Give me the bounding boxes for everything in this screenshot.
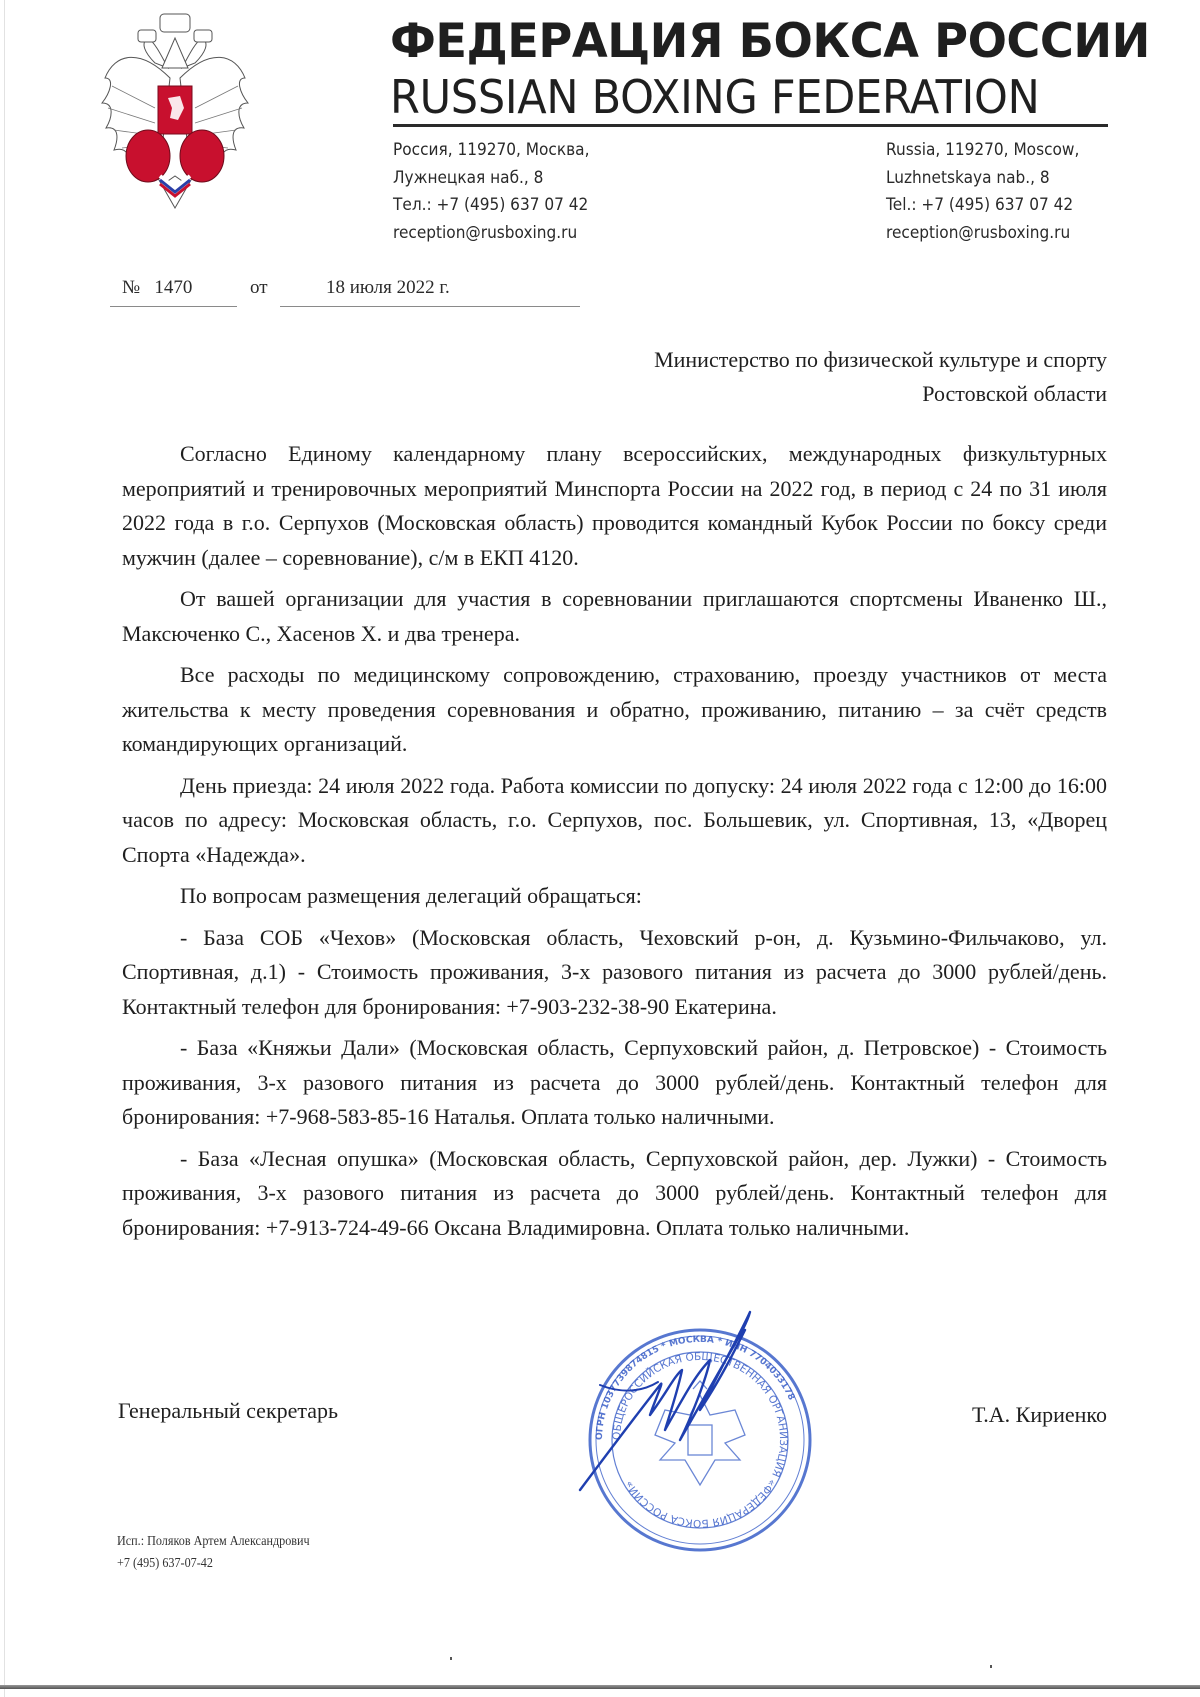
accommodation-item: - База «Лесная опушка» (Московская область, Серпуховской район, дер. Лужки) - Стоимость проживания, 3-х разового питания из расчета до 3000 рублей/день. Контактный телефон для бронирования: +7-913-724-49-66 Оксана Владимировна. Оплата только наличными.	[122, 1145, 1107, 1240]
number-value: 1470	[154, 277, 193, 298]
scan-edge	[4, 0, 5, 1697]
address-block-ru	[393, 136, 604, 246]
address-en-email: reception@rusboxing.ru	[886, 222, 1071, 242]
number-label: №	[122, 277, 141, 298]
stamp-outer-text: ОГРН 1037739874815 * МОСКВА * ИНН 7704033178	[594, 1334, 797, 1441]
address-en-line2: Luzhnetskaya nab., 8	[886, 167, 1050, 187]
accommodation-item: - База «Княжьи Дали» (Московская область, Серпуховский район, д. Петровское) - Стоимость проживания, 3-х разового питания из расчета до 3000 рублей/день. Контактный телефон для бронирования: +7-968-583-85-16 Наталья. Оплата только наличными.	[122, 1035, 1107, 1129]
registration-number	[122, 277, 192, 299]
signatory-name: Т.А. Кириенко	[972, 1402, 1107, 1427]
address-ru-email: reception@rusboxing.ru	[393, 222, 578, 242]
executor-phone: +7 (495) 637-07-42	[117, 1555, 213, 1570]
accommodation-item: - База СОБ «Чехов» (Московская область, Чеховский р-он, д. Кузьмино-Фильчаково, ул. Спортивная, д.1) - Стоимость проживания, 3-х разового питания из расчета до 3000 рублей/день. Контактный телефон для бронирования: +7-903-232-38-90 Екатерина.	[122, 924, 1107, 1019]
body-paragraph: День приезда: 24 июля 2022 года. Работа комиссии по допуску: 24 июля 2022 года с 12:00 до 16:00 часов по адресу: Московская область, г.о. Серпухов, пос. Большевик, ул. Спортивная, 13, «Дворец Спорта «Надежда».	[122, 772, 1107, 867]
address-block-en	[886, 136, 1094, 246]
recipient-block	[654, 343, 1107, 411]
number-underline	[110, 306, 237, 307]
address-en-line1: Russia, 119270, Moscow,	[886, 140, 1080, 159]
stamp-inner-text: ОБЩЕРОССИЙСКАЯ ОБЩЕСТВЕННАЯ ОРГАНИЗАЦИЯ «ФЕДЕРАЦИЯ БОКСА РОССИИ»	[610, 1350, 790, 1530]
letterhead-title-ru: ФЕДЕРАЦИЯ БОКСА РОССИИ	[390, 14, 1150, 69]
scan-speck	[990, 1665, 992, 1668]
date-underline	[280, 306, 580, 307]
scan-bottom-edge	[0, 1685, 1200, 1689]
address-ru-phone: Тел.: +7 (495) 637 07 42	[393, 195, 589, 214]
signatory-title: Генеральный секретарь	[118, 1398, 339, 1423]
address-en-phone: Tel.: +7 (495) 637 07 42	[886, 195, 1074, 214]
scan-speck	[450, 1657, 452, 1660]
federation-emblem-icon	[100, 8, 250, 213]
letterhead-divider	[393, 124, 1108, 127]
body-paragraph: От вашей организации для участия в соревновании приглашаются спортсмены Иваненко Ш., Максюченко С., Хасенов Х. и два тренера.	[122, 586, 1107, 646]
body-paragraph: Согласно Единому календарному плану всероссийских, международных физкультурных мероприятий и тренировочных мероприятий Минспорта России на 2022 год, в период с 24 по 31 июля 2022 года в г.о. Серпухов (Московская область) проводится командный Кубок России по боксу среди мужчин (далее – соревнование), с/м в ЕКП 4120.	[122, 441, 1107, 570]
recipient-line1: Министерство по физической культуре и спорту	[654, 347, 1107, 372]
letter-body	[122, 437, 1107, 1245]
body-paragraph: Все расходы по медицинскому сопровождению, страхованию, проезду участников от места жительства к месту проведения соревнования и обратно, проживанию, питанию – за счёт средств командирующих организаций.	[122, 662, 1107, 756]
registration-date: 18 июля 2022 г.	[326, 277, 450, 298]
recipient-line2: Ростовской области	[922, 381, 1107, 406]
letterhead-title-en: RUSSIAN BOXING FEDERATION	[390, 70, 1040, 124]
body-paragraph: По вопросам размещения делегаций обращаться:	[180, 883, 642, 908]
executor-footer	[117, 1530, 310, 1574]
date-label: от	[250, 277, 268, 298]
executor-name: Исп.: Поляков Артем Александрович	[117, 1533, 310, 1548]
address-ru-line1: Россия, 119270, Москва,	[393, 140, 590, 159]
handwritten-signature	[570, 1290, 800, 1520]
address-ru-line2: Лужнецкая наб., 8	[393, 167, 544, 187]
